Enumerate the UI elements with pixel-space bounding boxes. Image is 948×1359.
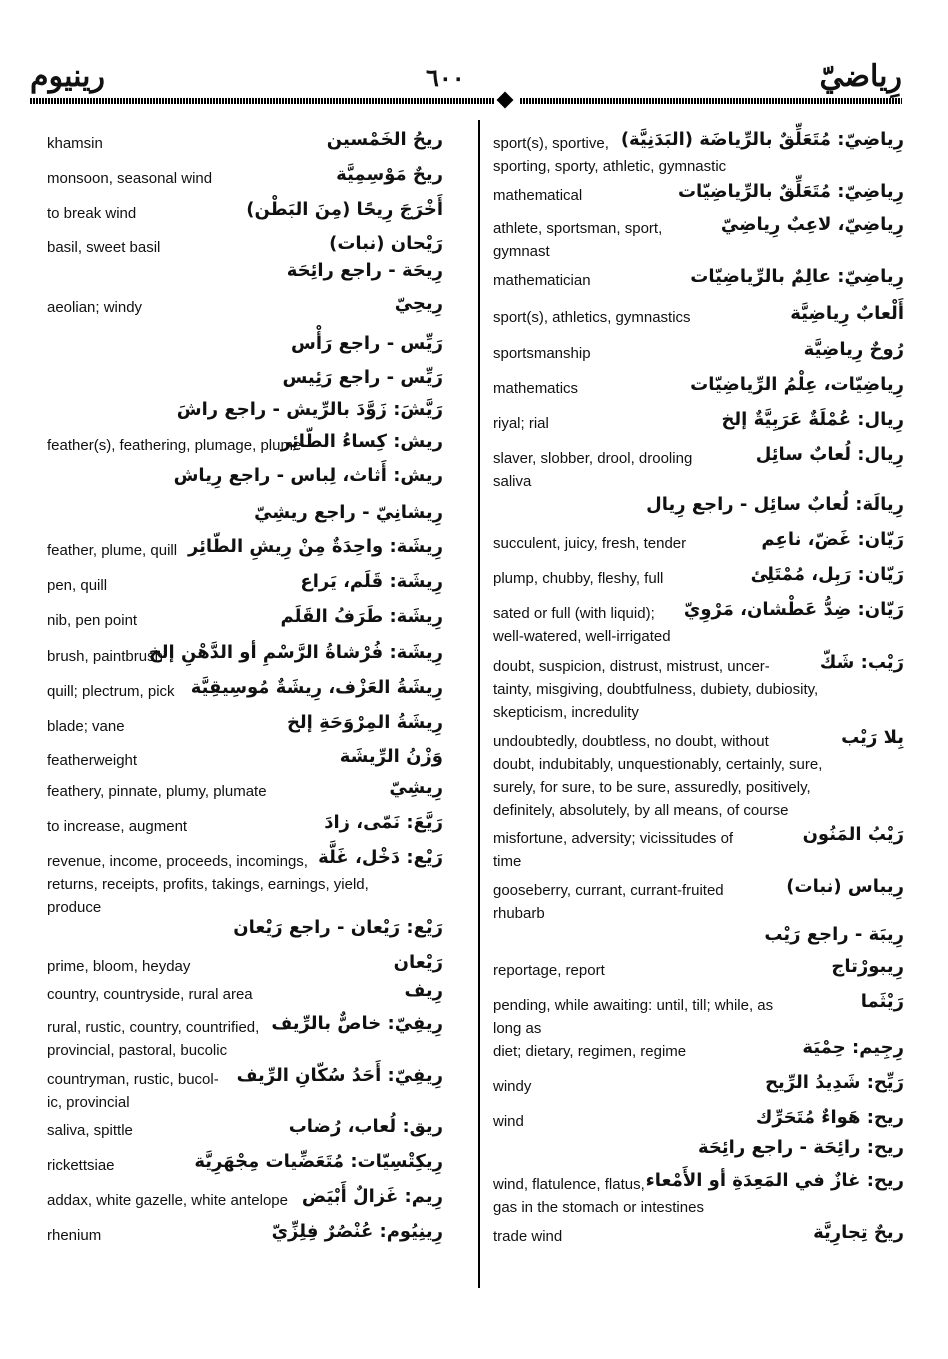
english-translation: revenue, income, proceeds, incomings, xyxy=(47,853,308,870)
header-rule-right xyxy=(520,98,902,104)
english-translation: doubt, suspicion, distrust, mistrust, uncer- xyxy=(493,658,770,675)
arabic-headword: رَيْعان xyxy=(393,952,443,973)
english-translation: diet; dietary, regimen, regime xyxy=(493,1043,687,1060)
english-translation: gooseberry, currant, currant-fruited xyxy=(493,882,724,899)
english-translation: trade wind xyxy=(493,1228,563,1245)
arabic-headword: رِيالَة: لُعابٌ سائِل - راجع رِيال xyxy=(646,494,904,515)
arabic-headword: رِيبورْتاج xyxy=(831,956,904,977)
arabic-headword: رِيفِيّ: خاصٌّ بالرِّيف xyxy=(271,1013,443,1034)
arabic-headword: رَيِّس - راجع رَئِيس xyxy=(282,367,443,388)
arabic-headword: رَيّان: غَضّ، ناعِم xyxy=(761,529,904,550)
arabic-headword: ريح: هَواءٌ مُتَحَرِّك xyxy=(755,1107,904,1128)
english-translation: pending, while awaiting: until, till; while, as xyxy=(493,997,774,1014)
arabic-headword: رِيفِيّ: أَحَدُ سُكّانِ الرِّيف xyxy=(236,1065,443,1086)
column-divider xyxy=(478,120,480,1288)
arabic-headword: رِيال: لُعابٌ سائِل xyxy=(755,444,904,465)
english-translation: ic, provincial xyxy=(47,1094,130,1111)
arabic-headword: ريحٌ تِجارِيَّة xyxy=(813,1222,904,1243)
english-translation: succulent, juicy, fresh, tender xyxy=(493,535,687,552)
header-rule-left xyxy=(30,98,494,104)
arabic-headword: رِياضِيّات، عِلْمُ الرِّياضِيّات xyxy=(690,374,904,395)
arabic-headword: ريح: غازٌ في المَعِدَةِ أو الأَمْعاء xyxy=(645,1170,904,1191)
arabic-headword: رَيِّس - راجع رَأْس xyxy=(290,333,443,354)
english-translation: addax, white gazelle, white antelope xyxy=(47,1192,288,1209)
english-translation: wind xyxy=(493,1113,524,1130)
arabic-headword: ريح: رائِحَة - راجع رائِحَة xyxy=(698,1137,904,1158)
arabic-headword: بِلا رَيْب xyxy=(841,727,904,748)
arabic-headword: رِينِيُوم: عُنْصُرٌ فِلِزِّيّ xyxy=(271,1221,443,1242)
english-translation: surely, for sure, to be sure, assuredly, positively, xyxy=(493,779,811,796)
arabic-headword: رُوحٌ رِياضِيَّة xyxy=(803,339,904,360)
arabic-headword: رِيف xyxy=(404,980,443,1001)
english-translation: reportage, report xyxy=(493,962,605,979)
english-translation: feather(s), feathering, plumage, plume xyxy=(47,437,302,454)
arabic-headword: رِيبَة - راجع رَيْب xyxy=(764,924,904,945)
english-translation: prime, bloom, heyday xyxy=(47,958,191,975)
arabic-headword: أَلْعابٌ رِياضِيَّة xyxy=(790,303,904,324)
arabic-headword: رِياضِيّ: مُتَعَلِّقٌ بالرِّياضِيّات xyxy=(677,181,904,202)
arabic-headword: رِيشَة: قَلَم، يَراع xyxy=(300,571,443,592)
english-translation: provincial, pastoral, bucolic xyxy=(47,1042,228,1059)
english-translation: skepticism, incredulity xyxy=(493,704,639,721)
arabic-headword: أَخْرَجَ رِيحًا (مِنَ البَطْن) xyxy=(246,199,443,220)
english-translation: well-watered, well-irrigated xyxy=(493,628,671,645)
english-translation: returns, receipts, profits, takings, earnings, yield, xyxy=(47,876,369,893)
english-translation: time xyxy=(493,853,522,870)
english-translation: mathematical xyxy=(493,187,583,204)
arabic-headword: رَيْثَما xyxy=(860,991,904,1012)
arabic-headword: رِياضِيّ: عالِمٌ بالرِّياضِيّات xyxy=(690,266,904,287)
english-translation: athlete, sportsman, sport, xyxy=(493,220,663,237)
arabic-headword: رِياضِيّ: مُتَعَلِّقٌ بالرِّياضَة (البَدَنِيَّة) xyxy=(620,129,904,150)
english-translation: to break wind xyxy=(47,205,137,222)
english-translation: long as xyxy=(493,1020,542,1037)
arabic-headword: رَيَّعَ: نَمّى، زادَ xyxy=(324,812,443,833)
english-translation: feathery, pinnate, plumy, plumate xyxy=(47,783,267,800)
arabic-headword: رِيشَة: واحِدَةٌ مِنْ رِيشِ الطّائِر xyxy=(187,536,443,557)
english-translation: undoubtedly, doubtless, no doubt, without xyxy=(493,733,769,750)
english-translation: basil, sweet basil xyxy=(47,239,161,256)
english-translation: mathematician xyxy=(493,272,591,289)
english-translation: to increase, augment xyxy=(47,818,188,835)
english-translation: produce xyxy=(47,899,102,916)
arabic-headword: ريش: أَثاث، لِباس - راجع رِياش xyxy=(173,465,443,486)
english-translation: rhenium xyxy=(47,1227,102,1244)
english-translation: riyal; rial xyxy=(493,415,549,432)
arabic-headword: رَيْع: رَيْعان - راجع رَيْعان xyxy=(233,917,443,938)
english-translation: wind, flatulence, flatus, xyxy=(493,1176,645,1193)
english-translation: sportsmanship xyxy=(493,345,591,362)
english-translation: sport(s), athletics, gymnastics xyxy=(493,309,691,326)
arabic-headword: رِيم: غَزالٌ أَبْيَض xyxy=(301,1186,443,1207)
arabic-headword: رَيّان: رَبِل، مُمْتَلِئ xyxy=(750,564,904,585)
arabic-headword: رَيِّح: شَدِيدُ الرِّيح xyxy=(765,1072,904,1093)
english-translation: rhubarb xyxy=(493,905,545,922)
arabic-headword: وَزْنُ الرِّيشَة xyxy=(339,746,443,767)
english-translation: tainty, misgiving, doubtfulness, dubiety, dubiosity, xyxy=(493,681,819,698)
english-translation: rickettsiae xyxy=(47,1157,115,1174)
english-translation: plump, chubby, fleshy, full xyxy=(493,570,664,587)
arabic-headword: رَيْبُ المَنُون xyxy=(802,824,904,845)
arabic-headword: رَيّان: ضِدُّ عَطْشان، مَرْوِيّ xyxy=(683,599,904,620)
arabic-headword: رَيَّشَ: زَوَّدَ بالرِّيش - راجع راشَ xyxy=(176,399,443,420)
arabic-headword: رِيشِيّ xyxy=(389,777,443,798)
english-translation: country, countryside, rural area xyxy=(47,986,253,1003)
arabic-headword: ريش: كِساءُ الطّائِر xyxy=(280,431,443,452)
arabic-headword: رِيشانِيّ - راجع ريشِيّ xyxy=(254,502,443,523)
english-translation: monsoon, seasonal wind xyxy=(47,170,213,187)
arabic-headword: رَيْحان (نبات) xyxy=(329,233,443,254)
running-head-right: رِياضيّ xyxy=(819,59,902,94)
english-translation: aeolian; windy xyxy=(47,299,143,316)
arabic-headword: رِيحَة - راجع رائِحَة xyxy=(286,260,443,281)
english-translation: feather, plume, quill xyxy=(47,542,178,559)
arabic-headword: رِيشَة: طَرَفُ القَلَم xyxy=(280,606,443,627)
arabic-headword: رِيحِيّ xyxy=(394,293,443,314)
english-translation: sated or full (with liquid); xyxy=(493,605,655,622)
english-translation: countryman, rustic, bucol- xyxy=(47,1071,219,1088)
page-number: ٦٠٠ xyxy=(426,63,465,92)
arabic-headword: ريق: لُعاب، رُضاب xyxy=(288,1116,443,1137)
arabic-headword: رِيشَة: فُرْشاةُ الرَّسْمِ أو الدَّهْنِ إلخ xyxy=(148,642,443,663)
english-translation: windy xyxy=(493,1078,532,1095)
arabic-headword: رَيْع: دَخْل، غَلَّة xyxy=(318,847,443,868)
arabic-headword: رِيباس (نبات) xyxy=(786,876,904,897)
arabic-headword: ريحُ الخَمْسين xyxy=(326,129,443,150)
english-translation: saliva, spittle xyxy=(47,1122,133,1139)
english-translation: slaver, slobber, drool, drooling xyxy=(493,450,693,467)
english-translation: mathematics xyxy=(493,380,579,397)
english-translation: gas in the stomach or intestines xyxy=(493,1199,704,1216)
arabic-headword: رِياضِيّ، لاعِبٌ رِياضِيّ xyxy=(720,214,904,235)
english-translation: definitely, absolutely, by all means, of course xyxy=(493,802,789,819)
arabic-headword: رِيال: عُمْلَةٌ عَرَبِيَّةٌ إلخ xyxy=(721,409,904,430)
english-translation: khamsin xyxy=(47,135,103,152)
arabic-headword: رِيشَةُ العَزْف، رِيشَةٌ مُوسِيقِيَّة xyxy=(190,677,443,698)
header-diamond-ornament xyxy=(497,92,514,109)
english-translation: doubt, indubitably, unquestionably, certainly, sure, xyxy=(493,756,823,773)
arabic-headword: رِيشَةُ المِرْوَحَةِ إلخ xyxy=(286,712,443,733)
english-translation: saliva xyxy=(493,473,532,490)
arabic-headword: ريحٌ مَوْسِمِيَّة xyxy=(336,164,443,185)
english-translation: nib, pen point xyxy=(47,612,138,629)
english-translation: rural, rustic, country, countrified, xyxy=(47,1019,260,1036)
arabic-headword: رِيكِتْسِيّات: مُتَعَضِّيات مِجْهَرِيَّة xyxy=(194,1151,443,1172)
english-translation: sporting, sporty, athletic, gymnastic xyxy=(493,158,727,175)
english-translation: brush, paintbrush xyxy=(47,648,163,665)
english-translation: sport(s), sportive, xyxy=(493,135,609,152)
english-translation: gymnast xyxy=(493,243,550,260)
english-translation: featherweight xyxy=(47,752,138,769)
english-translation: quill; plectrum, pick xyxy=(47,683,175,700)
english-translation: misfortune, adversity; vicissitudes of xyxy=(493,830,734,847)
english-translation: pen, quill xyxy=(47,577,108,594)
english-translation: blade; vane xyxy=(47,718,125,735)
running-head-left: رينيوم xyxy=(30,59,106,94)
arabic-headword: رِجِيم: حِمْيَة xyxy=(802,1037,904,1058)
arabic-headword: رَيْب: شَكّ xyxy=(819,652,904,673)
